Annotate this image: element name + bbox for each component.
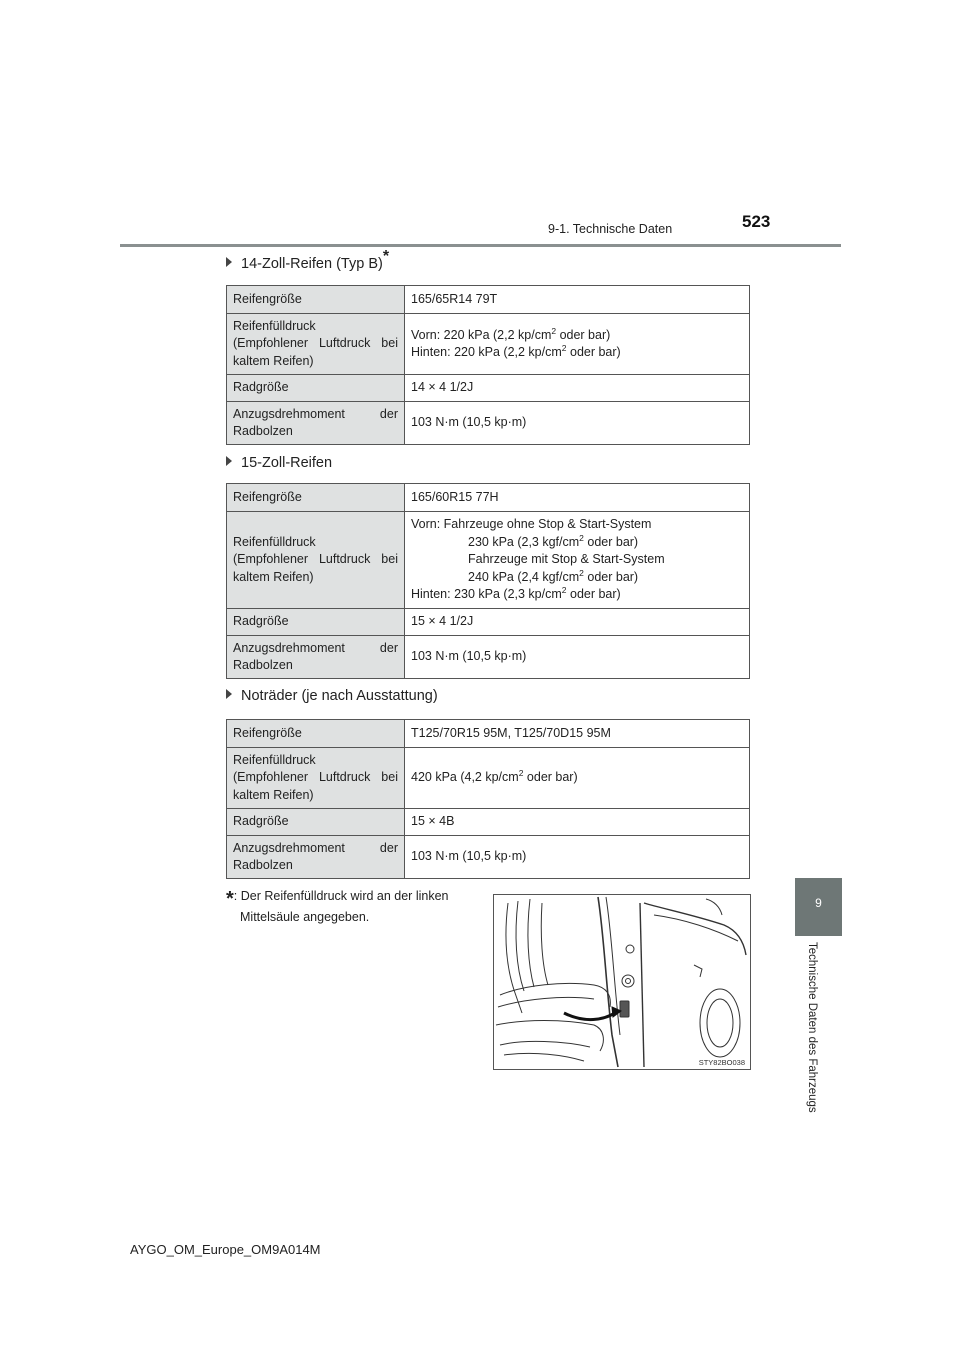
row-value: 165/65R14 79T xyxy=(405,286,750,314)
row-value: 420 kPa (4,2 $kp/cm^2$ oder bar) xyxy=(405,748,750,809)
figure-code: STY82BO038 xyxy=(698,1058,745,1067)
document-id: AYGO_OM_Europe_OM9A014M xyxy=(130,1242,321,1257)
table-row xyxy=(227,636,750,679)
table-row xyxy=(227,375,750,402)
spec-table-spare-wheels xyxy=(226,719,750,879)
table-row xyxy=(227,836,750,879)
table-row xyxy=(227,609,750,636)
triangle-bullet-icon xyxy=(226,257,232,267)
chapter-tab xyxy=(795,878,842,936)
row-value: 103 N·m (10,5 kp·m) xyxy=(405,402,750,445)
row-label: Reifengröße xyxy=(227,484,405,512)
table-row xyxy=(227,484,750,512)
table-row xyxy=(227,286,750,314)
row-label: Radgröße xyxy=(227,609,405,636)
triangle-bullet-icon xyxy=(226,689,232,699)
row-value: Vorn: Fahrzeuge ohne Stop & Start-System 230 kPa (2,3 kgf/$cm^2$ oder bar) Fahrzeuge mit Stop & Start-System 240 kPa (2,4 kgf/$cm^2$ oder bar) Hinten: 230 kPa (2,3 $kp/cm^2$ oder bar) xyxy=(405,512,750,609)
row-value: 103 N·m (10,5 kp·m) xyxy=(405,636,750,679)
row-value: 15 × 4 1/2J xyxy=(405,609,750,636)
footnote-mark: * xyxy=(382,248,390,265)
running-header-section: 9-1. Technische Daten xyxy=(548,222,673,236)
center-pillar-illustration xyxy=(493,894,751,1070)
section-heading-spare-wheels: Noträder (je nach Ausstattung) xyxy=(226,688,438,704)
row-label: Radgröße xyxy=(227,375,405,402)
row-value: T125/70R15 95M, T125/70D15 95M xyxy=(405,720,750,748)
table-row xyxy=(227,402,750,445)
spec-table-15-inch xyxy=(226,483,750,679)
footnote-mark: * xyxy=(226,888,234,910)
table-row xyxy=(227,809,750,836)
section-heading-14-inch: 14-Zoll-Reifen (Typ B)* xyxy=(226,256,389,272)
row-value: 103 N·m (10,5 kp·m) xyxy=(405,836,750,879)
row-value: 165/60R15 77H xyxy=(405,484,750,512)
page-number: 523 xyxy=(742,212,771,231)
row-label: Reifengröße xyxy=(227,286,405,314)
table-row xyxy=(227,314,750,375)
row-value: 15 × 4B xyxy=(405,809,750,836)
header-rule xyxy=(120,244,841,247)
row-label: Reifenfülldruck (Empfohlener Luftdruck bei kaltem Reifen) xyxy=(227,748,405,809)
table-row xyxy=(227,748,750,809)
row-label: Anzugsdrehmoment der Radbolzen xyxy=(227,836,405,879)
spec-table-14-inch xyxy=(226,285,750,445)
row-label: Radgröße xyxy=(227,809,405,836)
car-seat-door-drawing xyxy=(494,895,750,1069)
row-label: Anzugsdrehmoment der Radbolzen xyxy=(227,402,405,445)
row-value: Vorn: 220 kPa (2,2 $kp/cm^2$ oder bar) Hinten: 220 kPa (2,2 $kp/cm^2$ oder bar) xyxy=(405,314,750,375)
row-label: Reifenfülldruck (Empfohlener Luftdruck bei kaltem Reifen) xyxy=(227,314,405,375)
row-value: 14 × 4 1/2J xyxy=(405,375,750,402)
footnote: *: Der Reifenfülldruck wird an der linken Mittelsäule angegeben. xyxy=(226,888,449,924)
section-heading-15-inch: 15-Zoll-Reifen xyxy=(226,455,332,471)
row-label: Reifengröße xyxy=(227,720,405,748)
row-label: Reifenfülldruck (Empfohlener Luftdruck bei kaltem Reifen) xyxy=(227,512,405,609)
chapter-title-vertical: Technische Daten des Fahrzeugs xyxy=(806,942,818,1113)
triangle-bullet-icon xyxy=(226,456,232,466)
table-row xyxy=(227,720,750,748)
row-label: Anzugsdrehmoment der Radbolzen xyxy=(227,636,405,679)
chapter-number: 9 xyxy=(815,896,822,910)
table-row xyxy=(227,512,750,609)
